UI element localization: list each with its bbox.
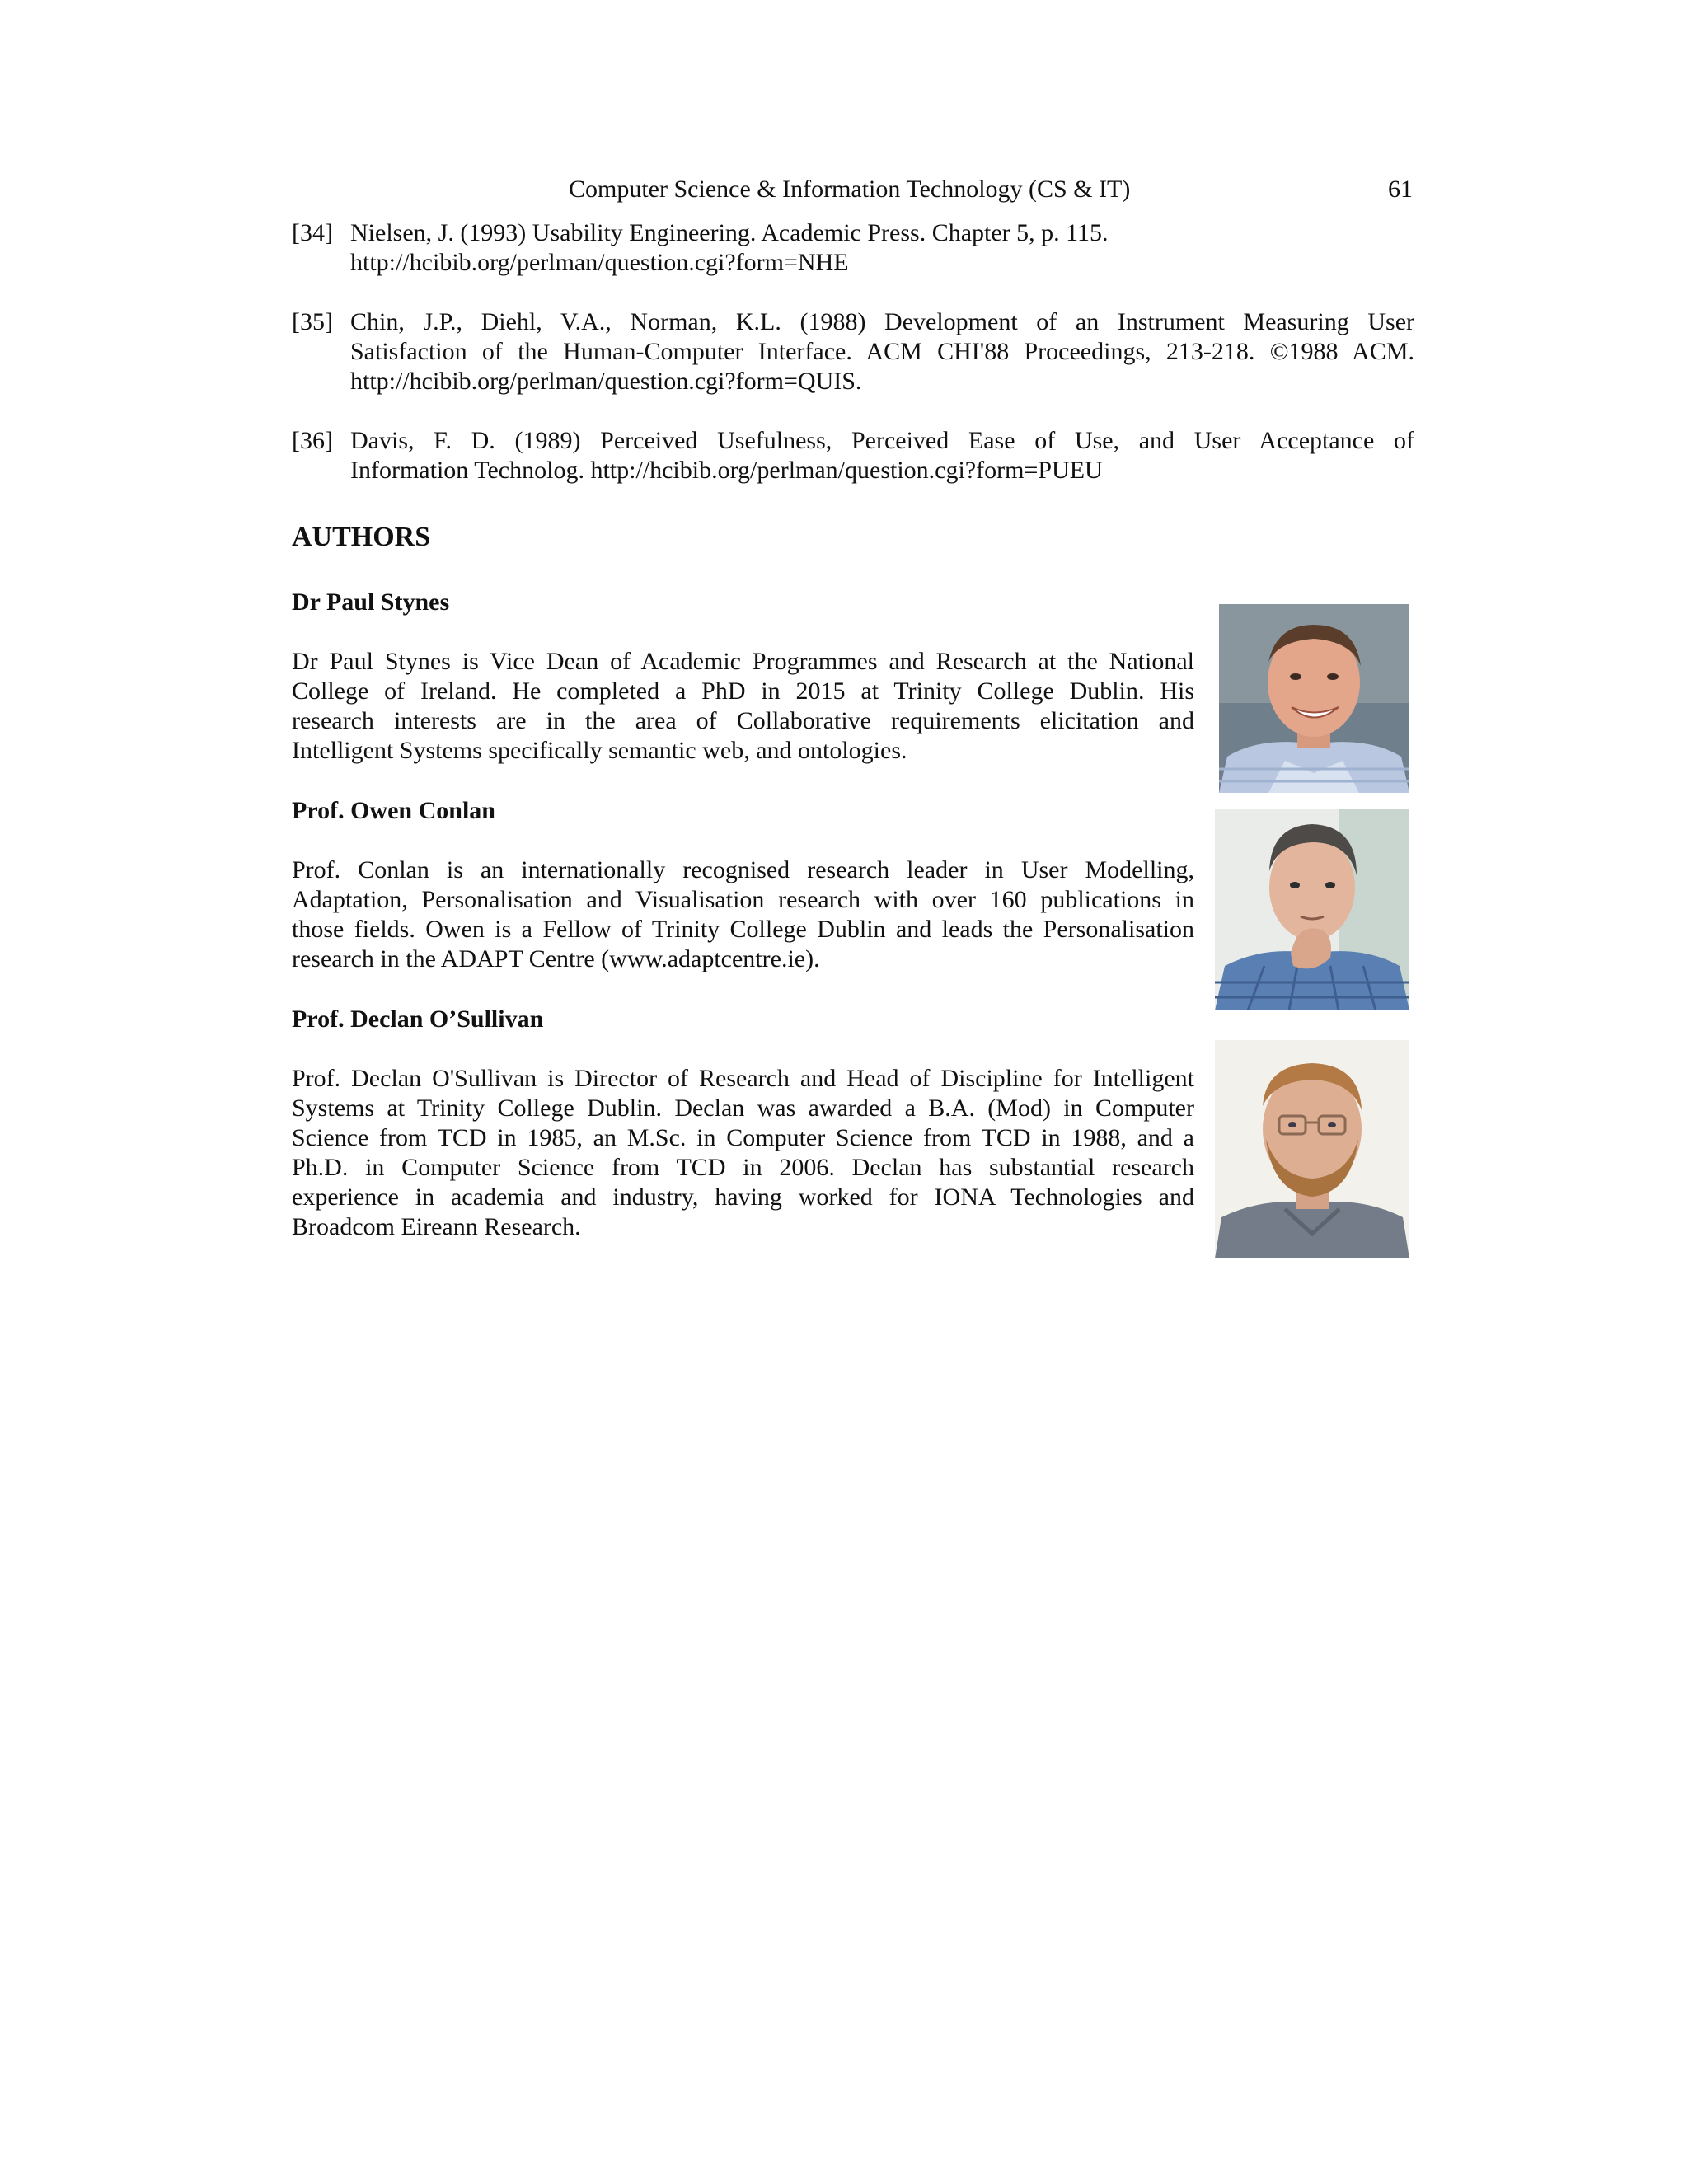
reference-35 <box>292 307 1414 396</box>
author-name-paul-stynes: Dr Paul Stynes <box>292 588 450 616</box>
bio-line: research in the ADAPT Centre (www.adaptcentre.ie). <box>292 945 820 972</box>
bio-line: experience in academia and industry, having worked for IONA Technologies and <box>292 1183 1194 1211</box>
author-name-owen-conlan: Prof. Owen Conlan <box>292 797 495 824</box>
bio-line: Prof. Declan O'Sullivan is Director of Research and Head of Discipline for Intelligent <box>292 1065 1194 1092</box>
reference-line: Satisfaction of the Human-Computer Interface. ACM CHI'88 Proceedings, 213-218. ©1988 ACM. <box>350 338 1414 365</box>
bio-line: those fields. Owen is a Fellow of Trinity College Dublin and leads the Personalisation <box>292 916 1194 943</box>
reference-list <box>292 218 1414 515</box>
bio-line: College of Ireland. He completed a PhD in 2015 at Trinity College Dublin. His <box>292 677 1194 705</box>
bio-line: Prof. Conlan is an internationally recognised research leader in User Modelling, <box>292 856 1194 883</box>
authors-heading: AUTHORS <box>292 522 431 552</box>
bio-line: Dr Paul Stynes is Vice Dean of Academic Programmes and Research at the National <box>292 648 1194 675</box>
author-bio-declan-osullivan <box>292 1064 1194 1242</box>
author-photo-paul-stynes <box>1219 604 1409 793</box>
reference-line: Information Technolog. http://hcibib.org/perlman/question.cgi?form=PUEU <box>350 457 1103 484</box>
bio-line: Science from TCD in 1985, an M.Sc. in Computer Science from TCD in 1988, and a <box>292 1124 1194 1151</box>
reference-number: [34] <box>292 219 333 246</box>
reference-36 <box>292 426 1414 485</box>
reference-text <box>350 218 1414 278</box>
bio-line: Adaptation, Personalisation and Visualisation research with over 160 publications in <box>292 886 1194 913</box>
page-number: 61 <box>1388 176 1413 203</box>
reference-text <box>350 307 1414 396</box>
reference-line: Davis, F. D. (1989) Perceived Usefulness, Perceived Ease of Use, and User Acceptance of <box>350 427 1414 454</box>
bio-line: Intelligent Systems specifically semantic web, and ontologies. <box>292 737 907 764</box>
reference-line: Chin, J.P., Diehl, V.A., Norman, K.L. (1988) Development of an Instrument Measuring User <box>350 308 1414 335</box>
reference-line: Nielsen, J. (1993) Usability Engineering. Academic Press. Chapter 5, p. 115. <box>350 219 1109 246</box>
author-photo-declan-osullivan <box>1215 1040 1409 1258</box>
reference-url[interactable]: http://hcibib.org/perlman/question.cgi?form=NHE <box>350 249 849 276</box>
reference-text <box>350 426 1414 485</box>
reference-number: [35] <box>292 308 333 335</box>
author-bio-paul-stynes <box>292 647 1194 766</box>
author-photo-owen-conlan <box>1215 809 1409 1010</box>
author-bio-owen-conlan <box>292 855 1194 974</box>
author-name-declan-osullivan: Prof. Declan O’Sullivan <box>292 1005 544 1033</box>
reference-number: [36] <box>292 427 333 454</box>
bio-line: Ph.D. in Computer Science from TCD in 2006. Declan has substantial research <box>292 1154 1194 1181</box>
bio-line: research interests are in the area of Collaborative requirements elicitation and <box>292 707 1194 734</box>
reference-url[interactable]: http://hcibib.org/perlman/question.cgi?form=QUIS. <box>350 368 862 395</box>
bio-line: Broadcom Eireann Research. <box>292 1213 581 1240</box>
bio-line: Systems at Trinity College Dublin. Declan was awarded a B.A. (Mod) in Computer <box>292 1094 1194 1122</box>
reference-34 <box>292 218 1414 278</box>
running-header: Computer Science & Information Technology (CS & IT) <box>569 176 1131 203</box>
